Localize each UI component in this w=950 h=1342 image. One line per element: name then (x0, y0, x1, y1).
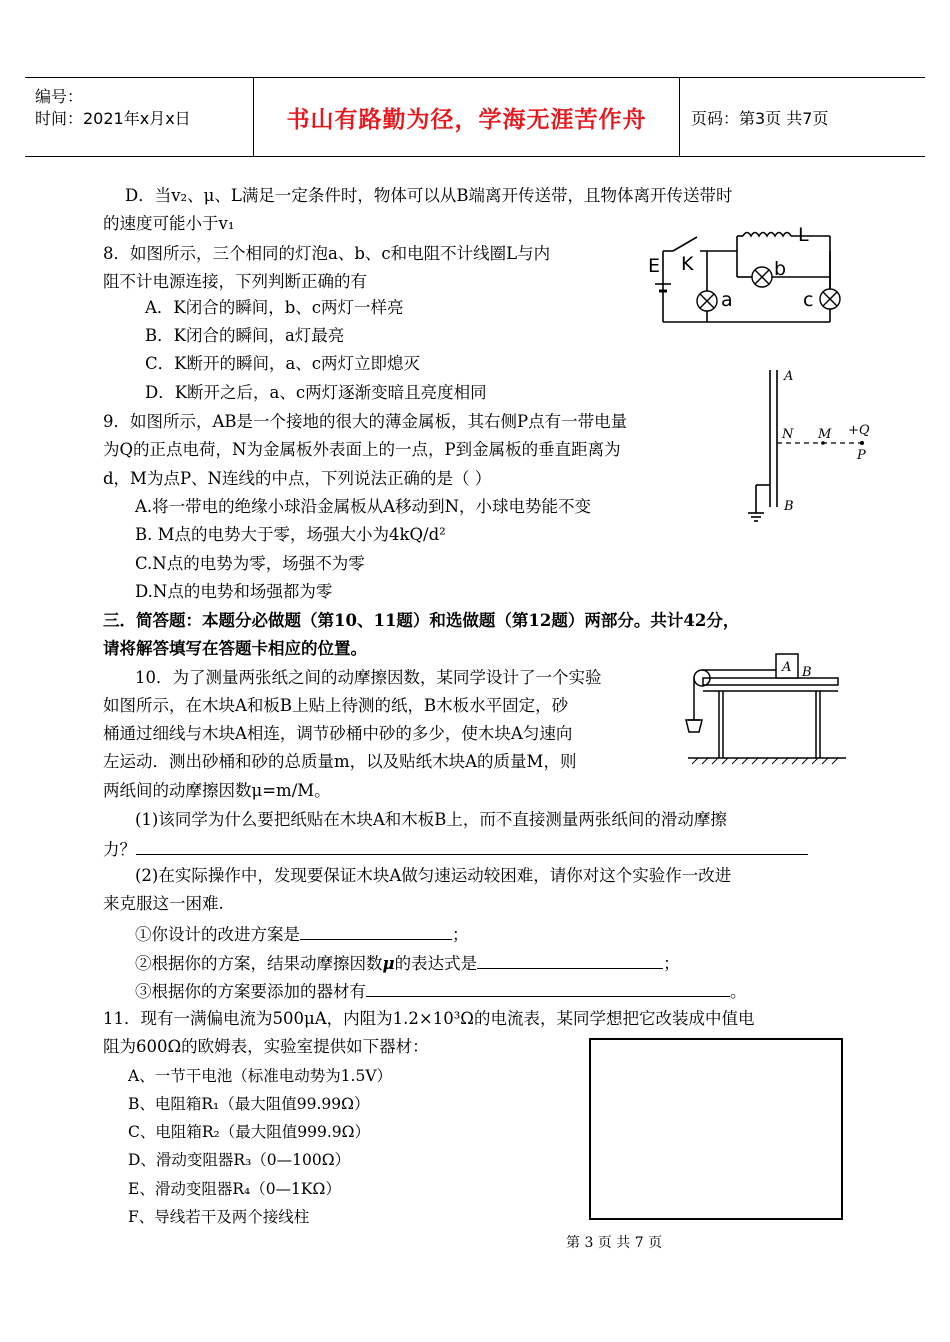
label-m: M (818, 427, 832, 442)
answer-blank-4 (366, 980, 730, 997)
q8-stem-2: 阻不计电源连接，下列判断正确的有 (103, 272, 367, 291)
q10-stem-5: 两纸间的动摩擦因数μ=m/M。 (103, 781, 331, 800)
label-a: a (721, 289, 733, 311)
q8-option-b: B．K闭合的瞬间，a灯最亮 (145, 326, 345, 345)
q8-stem-1: 8．如图所示，三个相同的灯泡a、b、c和电阻不计线圈L与内 (103, 244, 551, 263)
answer-blank-2 (300, 923, 452, 940)
q11-item-a: A、一节干电池（标准电动势为1.5V） (128, 1067, 393, 1085)
label-c: c (803, 289, 814, 311)
q11-item-d: D、滑动变阻器R₃（0—100Ω） (128, 1151, 351, 1169)
answer-blank-3 (477, 952, 663, 969)
q8-option-c: C．K断开的瞬间，a、c两灯立即熄灭 (145, 354, 421, 373)
number-label: 编号： (35, 87, 84, 106)
label-p: P (857, 448, 866, 463)
q9-option-a: A.将一带电的绝缘小球沿金属板从A移动到N，小球电势能不变 (135, 497, 592, 516)
option-d-line2: 的速度可能小于v₁ (103, 214, 235, 233)
section3-heading-2: 请将解答填写在答题卡相应的位置。 (103, 639, 367, 658)
q11-stem-1: 11．现有一满偏电流为500μA，内阻为1.2×10³Ω的电流表，某同学想把它改装成中值电 (103, 1009, 755, 1028)
label-k: K (681, 253, 694, 275)
q10-part1-line1: (1)该同学为什么要把纸贴在木块A和木板B上，而不直接测量两张纸间的滑动摩擦 (135, 810, 727, 829)
page-info: 页码：第3页 共7页 (691, 108, 829, 128)
q10-part1-prefix: 力？ (103, 840, 136, 859)
q10-sub-ii-end: ； (663, 954, 680, 973)
q10-sub-iii-text: ③根据你的方案要添加的器材有 (135, 982, 366, 1001)
q8-option-d: D．K断开之后，a、c两灯逐渐变暗且亮度相同 (145, 383, 487, 402)
q10-stem-4: 左运动．测出砂桶和砂的总质量m，以及贴纸木块A的质量M，则 (103, 752, 577, 771)
q11-item-b: B、电阻箱R₁（最大阻值99.99Ω） (128, 1095, 370, 1113)
q10-sub-i-end: ； (452, 925, 469, 944)
q9-stem-1: 9．如图所示，AB是一个接地的很大的薄金属板，其右侧P点有一带电量 (103, 412, 628, 431)
q8-option-a: A．K闭合的瞬间，b、c两灯一样亮 (145, 298, 404, 317)
q9-stem-3: d，M为点P、N连线的中点，下列说法正确的是（ ） (103, 469, 492, 488)
q10-stem-3: 桶通过细线与木块A相连，调节砂桶中砂的多少，使木块A匀速向 (103, 724, 573, 743)
circuit-diagram (645, 222, 845, 327)
header-left-cell (25, 78, 254, 156)
q10-part1-line2 (103, 838, 808, 860)
q10-part2-line2: 来克服这一困难. (103, 894, 224, 913)
q9-option-c: C.N点的电势为零，场强不为零 (135, 554, 365, 573)
q10-stem-1: 10．为了测量两张纸之间的动摩擦因数，某同学设计了一个实验 (135, 668, 602, 687)
answer-blank-1 (136, 838, 808, 855)
label-l: L (798, 224, 809, 246)
friction-apparatus-diagram (678, 650, 848, 770)
label-n: N (782, 427, 794, 442)
q10-sub-ii-text: ②根据你的方案，结果动摩擦因数 (135, 954, 383, 973)
q10-sub-iii-end: 。 (730, 982, 747, 1001)
q10-sub-ii-tail: 的表达式是 (394, 954, 478, 973)
page-header (25, 77, 925, 157)
q9-stem-2: 为Q的正点电荷，N为金属板外表面上的一点，P到金属板的垂直距离为 (103, 440, 621, 459)
q10-sub-i (135, 923, 469, 945)
q9-option-d: D.N点的电势和场强都为零 (135, 582, 333, 601)
label-board-b: B (802, 665, 812, 680)
q11-item-f: F、导线若干及两个接线柱 (128, 1208, 310, 1226)
page-footer: 第 3 页 共 7 页 (566, 1235, 663, 1251)
mu-symbol: μ (382, 954, 395, 973)
lamp-b (752, 267, 772, 287)
q10-sub-iii (135, 980, 747, 1002)
q10-part2-line1: (2)在实际操作中，发现要保证木块A做匀速运动较困难，请你对这个实验作一改进 (135, 866, 732, 885)
lamp-c (820, 289, 840, 309)
label-e: E (648, 255, 661, 277)
label-plate-a: A (784, 369, 794, 384)
answer-box (589, 1038, 843, 1220)
time-label: 时间：2021年x月x日 (35, 109, 191, 128)
ground-hatching (692, 758, 838, 764)
q11-item-c: C、电阻箱R₂（最大阻值999.9Ω） (128, 1123, 370, 1141)
lamp-a (697, 291, 717, 311)
q11-stem-2: 阻为600Ω的欧姆表，实验室提供如下器材： (103, 1037, 429, 1056)
metal-plate-diagram (742, 365, 882, 525)
label-block-a: A (782, 660, 792, 675)
q10-sub-ii (135, 952, 680, 974)
label-plate-b: B (784, 499, 794, 514)
option-d-line1: D．当v₂、μ、L满足一定条件时，物体可以从B端离开传送带，且物体离开传送带时 (125, 186, 733, 205)
motto: 书山有路勤为径，学海无涯苦作舟 (254, 78, 680, 156)
point-p (860, 441, 864, 445)
label-b: b (774, 258, 787, 280)
q11-item-e: E、滑动变阻器R₄（0—1KΩ） (128, 1180, 341, 1198)
label-q: +Q (848, 423, 870, 438)
q10-sub-i-text: ①你设计的改进方案是 (135, 925, 300, 944)
section3-heading-1: 三．简答题：本题分必做题（第10、11题）和选做题（第12题）两部分。共计42分， (103, 611, 740, 630)
q9-option-b: B. M点的电势大于零，场强大小为4kQ/d² (135, 525, 446, 544)
q10-stem-2: 如图所示，在木块A和板B上贴上待测的纸，B木板水平固定，砂 (103, 696, 569, 715)
